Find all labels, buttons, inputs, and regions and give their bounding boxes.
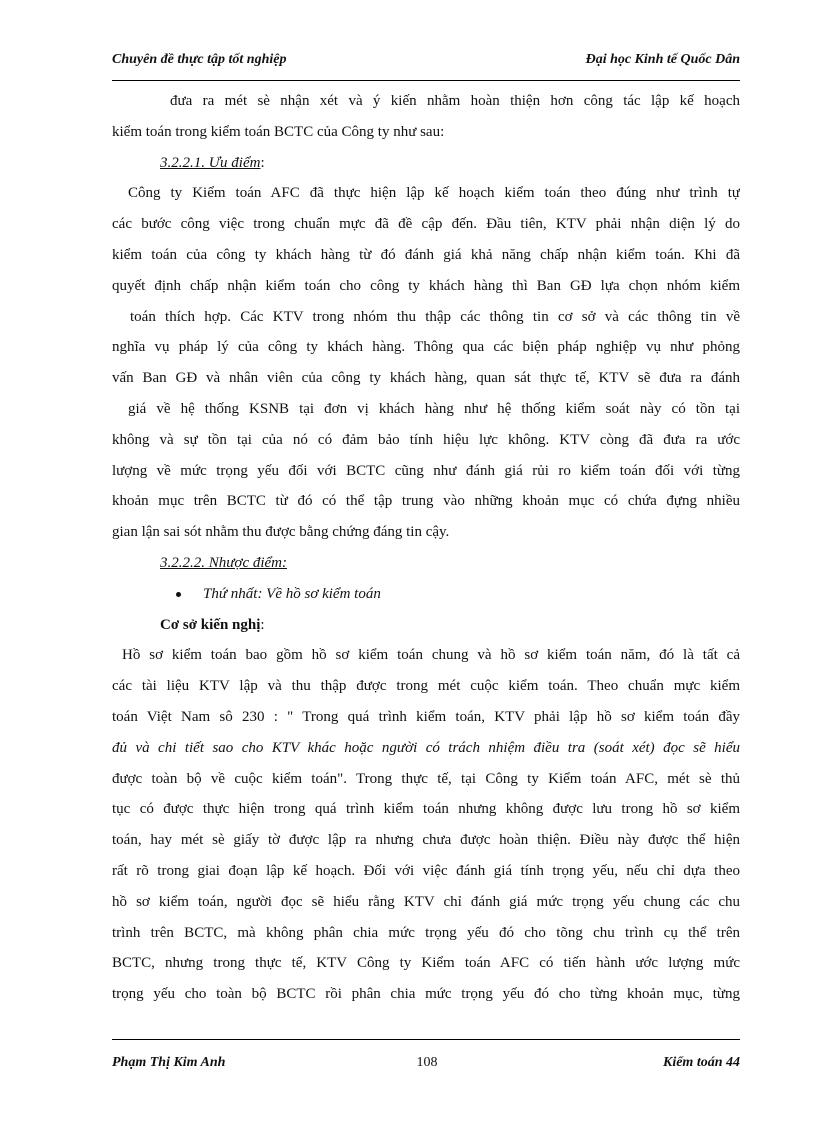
heading-text: 3.2.2.1. Ưu điểm [160, 154, 261, 171]
text-line: rất rõ trong giai đoạn lập kế hoạch. Đối với việc đánh giá tính trọng yếu, nếu chỉ dựa theo [112, 862, 740, 879]
text-line: tục có được thực hiện trong quá trình kiểm toán nhưng không được lưu trong hồ sơ kiểm [112, 801, 740, 818]
bullet-text: Thứ nhất: Về hồ sơ kiểm toán [203, 585, 381, 602]
quote-line: toán Việt Nam sô 230 : " Trong quá trình kiểm toán, KTV phải lập hồ sơ kiểm toán đầy [112, 708, 740, 725]
text-line: quyết định chấp nhận kiểm toán cho công ty khách hàng thì Ban GĐ lựa chọn nhóm kiểm [112, 277, 740, 294]
text-line: hồ sơ kiểm toán, người đọc sẽ hiểu rằng KTV chỉ đánh giá mức trọng yếu chung các chu [112, 893, 740, 910]
text-line-italic: đủ và chi tiết sao cho KTV khác hoặc người có trách nhiệm điều tra (soát xét) đọc sẽ hiểu [112, 739, 740, 756]
text-line: BCTC, nhưng trong thực tế, KTV Công ty Kiểm toán AFC có tiến hành ước lượng mức [112, 955, 740, 972]
bullet-item [112, 579, 740, 610]
subheading-basis: Cơ sở kiến nghị: [160, 616, 265, 633]
text-line: các bước công việc trong chuẩn mực đã đề cập đến. Đầu tiên, KTV phải nhận diện lý do [112, 216, 740, 233]
text-line: giá về hệ thống KSNB tại đơn vị khách hàng như hệ thống kiểm soát này có tồn tại [128, 400, 740, 417]
page-number: 108 [416, 1055, 438, 1070]
subheading-text: Cơ sở kiến nghị [160, 616, 261, 633]
text-line: trình trên BCTC, mà không phân chia mức trọng yếu đó cho tõng chu trình cụ thể trên [112, 924, 740, 941]
header-title: Chuyên đề thực tập tốt nghiệp [112, 52, 287, 67]
text-line: khoản mục trên BCTC từ đó có thể tập trung vào những khoản mục có chứa đựng nhiều [112, 493, 740, 510]
page-footer [112, 1055, 740, 1077]
bullet-icon [176, 592, 181, 597]
text-line: đưa ra mét sè nhận xét và ý kiến nhằm hoàn thiện hơn công tác lập kế hoạch [170, 93, 740, 109]
header-institution: Đại học Kinh tế Quốc Dân [585, 52, 740, 67]
text-line: Hồ sơ kiểm toán bao gồm hồ sơ kiểm toán chung và hồ sơ kiểm toán năm, đó là tất cả [122, 647, 740, 664]
text-line [112, 702, 740, 733]
text-line: gian lận sai sót nhằm thu được bằng chứng đáng tin cậy. [112, 524, 450, 541]
document-body [112, 86, 740, 1010]
text-line: vấn Ban GĐ và nhân viên của công ty khách hàng, quan sát thực tế, KTV sẽ đưa ra đánh [112, 370, 740, 387]
heading-text: 3.2.2.2. Nhược điểm: [160, 554, 288, 571]
text-line: lượng về mức trọng yếu đối với BCTC cũng như đánh giá rủi ro kiểm toán đối với từng [112, 462, 740, 479]
text-line: nghĩa vụ pháp lý của công ty khách hàng. Thông qua các biện pháp nghiệp vụ như phỏng [112, 339, 740, 356]
page-header [112, 52, 740, 76]
footer-course: Kiểm toán 44 [662, 1055, 740, 1070]
text-line: toán, hay mét sè giấy tờ được lập ra nhưng chưa được hoàn thiện. Điều này được thể hiện [112, 832, 740, 849]
footer-rule [112, 1039, 740, 1040]
text-line: các tài liệu KTV lập và thu thập được trong mét cuộc kiểm toán. Theo chuẩn mực kiểm [112, 678, 740, 695]
text-line: kiểm toán trong kiểm toán BCTC của Công ty như sau: [112, 123, 445, 140]
section-heading-strengths: 3.2.2.1. Ưu điểm: [160, 154, 265, 171]
header-rule [112, 80, 740, 81]
text-line: không và sự tồn tại của nó có đảm bảo tính hiệu lực không. KTV còng đã đưa ra ước [112, 431, 740, 448]
text-line: Công ty Kiểm toán AFC đã thực hiện lập kế hoạch kiểm toán theo đúng như trình tự [128, 185, 740, 202]
text-line: trọng yếu cho toàn bộ BCTC rồi phân chia mức trọng yếu đó cho từng khoản mục, từng [112, 986, 740, 1003]
text-line: toán thích hợp. Các KTV trong nhóm thu thập các thông tin cơ sở và các thông tin về [130, 308, 740, 325]
text-line: kiểm toán của công ty khách hàng từ đó đánh giá khả năng chấp nhận kiểm toán. Khi đã [112, 246, 740, 263]
footer-author: Phạm Thị Kim Anh [112, 1055, 226, 1070]
text-line: được toàn bộ về cuộc kiểm toán". Trong thực tế, tại Công ty Kiểm toán AFC, mét sè thủ [112, 770, 740, 787]
section-heading-weaknesses [112, 548, 740, 579]
